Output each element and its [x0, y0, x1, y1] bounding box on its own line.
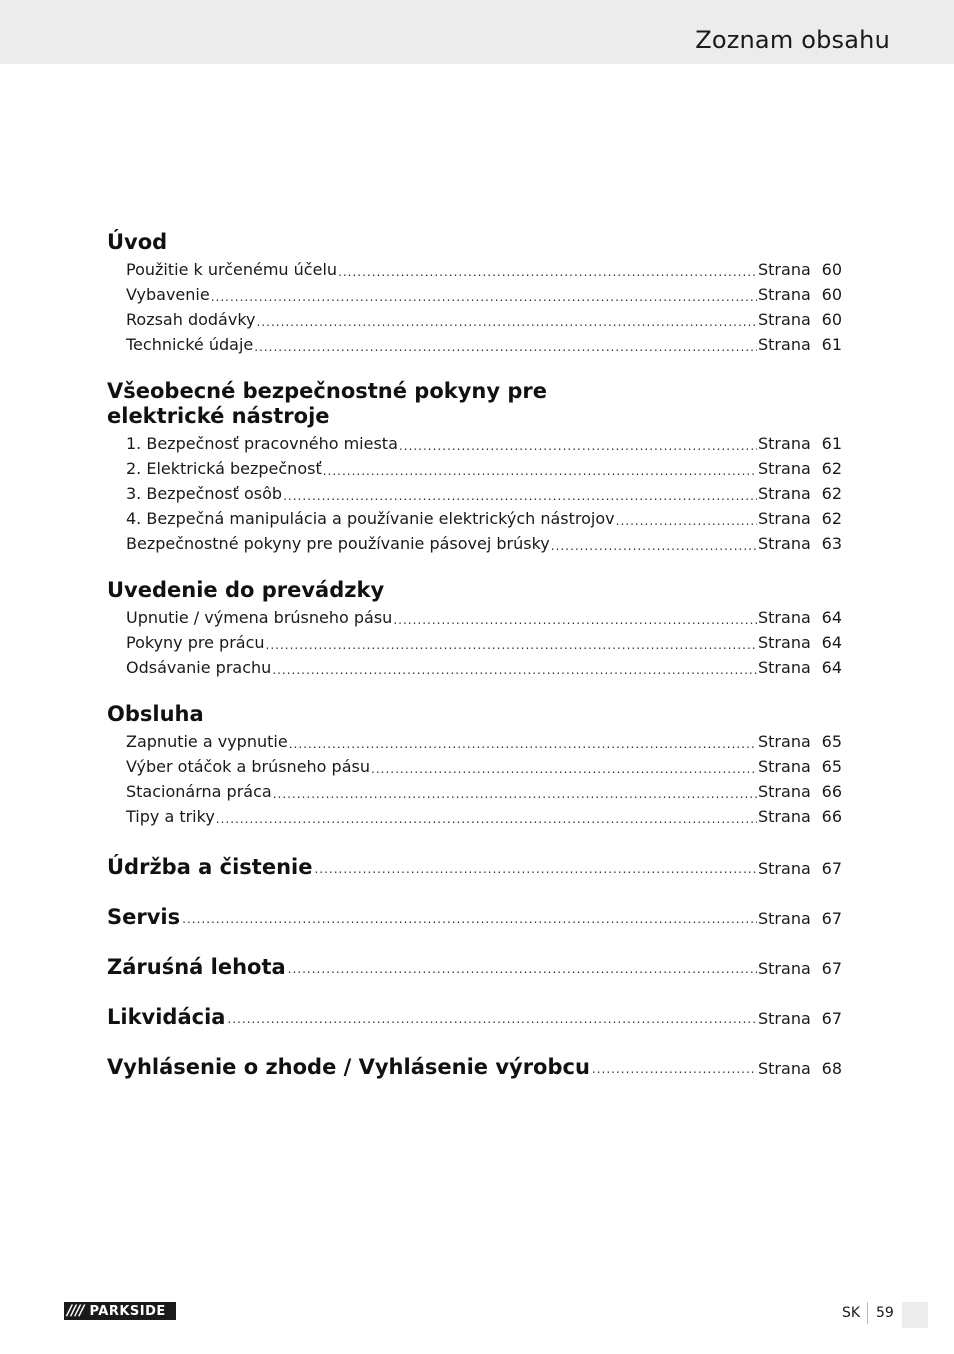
page-number: 64: [821, 633, 842, 652]
dot-leader: [227, 1011, 757, 1027]
toc-section-safety: [107, 379, 842, 556]
dot-leader: [272, 660, 757, 680]
page-number: 61: [821, 335, 842, 354]
strana-label: Strana: [758, 658, 811, 677]
strana-label: Strana: [758, 260, 811, 279]
entry-label: Rozsah dodávky: [126, 310, 256, 329]
strana-label: Strana: [758, 782, 811, 801]
dot-leader: [592, 1061, 757, 1077]
page-number: 65: [821, 757, 842, 776]
section-title-line: Všeobecné bezpečnostné pokyny pre: [107, 379, 547, 403]
dot-leader: [314, 861, 757, 877]
strana-label: Strana: [758, 459, 811, 478]
toc-section-startup: [107, 578, 842, 680]
table-of-contents: [107, 230, 842, 1101]
toc-entry[interactable]: [107, 804, 842, 829]
main-entry-label: Likvidácia: [107, 1005, 226, 1029]
dot-leader: [273, 784, 757, 804]
entry-label: 2. Elektrická bezpečnosť: [126, 459, 322, 478]
toc-entry[interactable]: [107, 630, 842, 655]
entry-label: Bezpečnostné pokyny pre používanie pásovej brúsky: [126, 534, 550, 553]
toc-entry[interactable]: [107, 531, 842, 556]
entry-label: Vybavenie: [126, 285, 210, 304]
toc-entry[interactable]: [107, 754, 842, 779]
page-number: 63: [821, 534, 842, 553]
toc-entry[interactable]: [107, 257, 842, 282]
toc-entry[interactable]: [107, 779, 842, 804]
main-entry-label: Údržba a čistenie: [107, 855, 313, 879]
strana-label: Strana: [758, 807, 811, 826]
logo-slashes: ////: [67, 1303, 84, 1319]
toc-entry[interactable]: [107, 332, 842, 357]
strana-label: Strana: [758, 335, 811, 354]
entry-label: Stacionárna práca: [126, 782, 272, 801]
strana-label: Strana: [758, 608, 811, 627]
parkside-logo: [64, 1302, 176, 1320]
footer-divider: [867, 1302, 868, 1324]
dot-leader: [551, 536, 757, 556]
dot-leader: [257, 312, 758, 332]
page-number-footer: 59: [876, 1305, 894, 1321]
entry-label: Zapnutie a vypnutie: [126, 732, 288, 751]
strana-label: Strana: [758, 310, 811, 329]
dot-leader: [338, 262, 757, 282]
dot-leader: [266, 635, 757, 655]
toc-entry[interactable]: [107, 506, 842, 531]
toc-main-entry[interactable]: [107, 1051, 842, 1081]
page-number: 61: [821, 434, 842, 453]
strana-label: Strana: [758, 285, 811, 304]
toc-entry[interactable]: [107, 282, 842, 307]
page-number: 60: [821, 285, 842, 304]
strana-label: Strana: [758, 859, 811, 878]
strana-label: Strana: [758, 484, 811, 503]
section-title: Úvod: [107, 230, 168, 254]
strana-label: Strana: [758, 732, 811, 751]
dot-leader: [182, 911, 757, 927]
page-number: 66: [821, 807, 842, 826]
toc-entry[interactable]: [107, 307, 842, 332]
toc-main-entry[interactable]: [107, 851, 842, 881]
main-entry-label: Servis: [107, 905, 181, 929]
toc-section-uvod: [107, 230, 842, 357]
dot-leader: [323, 461, 757, 481]
dot-leader: [288, 961, 757, 977]
page-number: 67: [821, 909, 842, 928]
strana-label: Strana: [758, 757, 811, 776]
strana-label: Strana: [758, 633, 811, 652]
entry-label: 3. Bezpečnosť osôb: [126, 484, 283, 503]
dot-leader: [399, 436, 757, 456]
dot-leader: [616, 511, 757, 531]
page-number: 62: [821, 509, 842, 528]
dot-leader: [283, 486, 757, 506]
strana-label: Strana: [758, 909, 811, 928]
logo-text: PARKSIDE: [89, 1303, 166, 1319]
page-number: 60: [821, 310, 842, 329]
entry-label: Pokyny pre prácu: [126, 633, 265, 652]
toc-main-entry[interactable]: [107, 951, 842, 981]
page-number: 67: [821, 1009, 842, 1028]
page-number: 62: [821, 459, 842, 478]
page-title: Zoznam obsahu: [695, 26, 890, 54]
language-code: SK: [842, 1305, 861, 1321]
page-number: 62: [821, 484, 842, 503]
page-number: 67: [821, 859, 842, 878]
dot-leader: [393, 610, 757, 630]
section-title-line: elektrické nástroje: [107, 404, 330, 428]
main-entry-label: Záruśná lehota: [107, 955, 286, 979]
entry-label: Odsávanie prachu: [126, 658, 272, 677]
toc-entry[interactable]: [107, 431, 842, 456]
strana-label: Strana: [758, 959, 811, 978]
strana-label: Strana: [758, 509, 811, 528]
page-number: 66: [821, 782, 842, 801]
section-title: Uvedenie do prevádzky: [107, 578, 385, 602]
section-title: [107, 379, 842, 429]
strana-label: Strana: [758, 434, 811, 453]
toc-section-operation: [107, 702, 842, 829]
dot-leader: [289, 734, 757, 754]
dot-leader: [371, 759, 757, 779]
page-number: 68: [821, 1059, 842, 1078]
page-number: 60: [821, 260, 842, 279]
entry-label: Výber otáčok a brúsneho pásu: [126, 757, 370, 776]
entry-label: 1. Bezpečnosť pracovného miesta: [126, 434, 398, 453]
entry-label: Použitie k určenému účelu: [126, 260, 338, 279]
toc-entry[interactable]: [107, 456, 842, 481]
toc-entry[interactable]: [107, 481, 842, 506]
toc-entry[interactable]: [107, 729, 842, 754]
footer-box: [902, 1302, 928, 1328]
toc-entry[interactable]: [107, 655, 842, 680]
entry-label: Tipy a triky: [126, 807, 215, 826]
toc-main-entry[interactable]: [107, 1001, 842, 1031]
header-band: [0, 0, 954, 64]
dot-leader: [254, 337, 757, 357]
strana-label: Strana: [758, 1009, 811, 1028]
entry-label: Technické údaje: [126, 335, 254, 354]
entry-label: 4. Bezpečná manipulácia a používanie elektrických nástrojov: [126, 509, 615, 528]
dot-leader: [211, 287, 757, 307]
main-entry-label: Vyhlásenie o zhode / Vyhlásenie výrobcu: [107, 1055, 590, 1079]
page-number: 64: [821, 608, 842, 627]
strana-label: Strana: [758, 534, 811, 553]
page-number: 64: [821, 658, 842, 677]
toc-main-entry[interactable]: [107, 901, 842, 931]
dot-leader: [216, 809, 757, 829]
section-title: Obsluha: [107, 702, 204, 726]
toc-entry[interactable]: [107, 605, 842, 630]
strana-label: Strana: [758, 1059, 811, 1078]
entry-label: Upnutie / výmena brúsneho pásu: [126, 608, 393, 627]
page-number: 65: [821, 732, 842, 751]
page-number: 67: [821, 959, 842, 978]
